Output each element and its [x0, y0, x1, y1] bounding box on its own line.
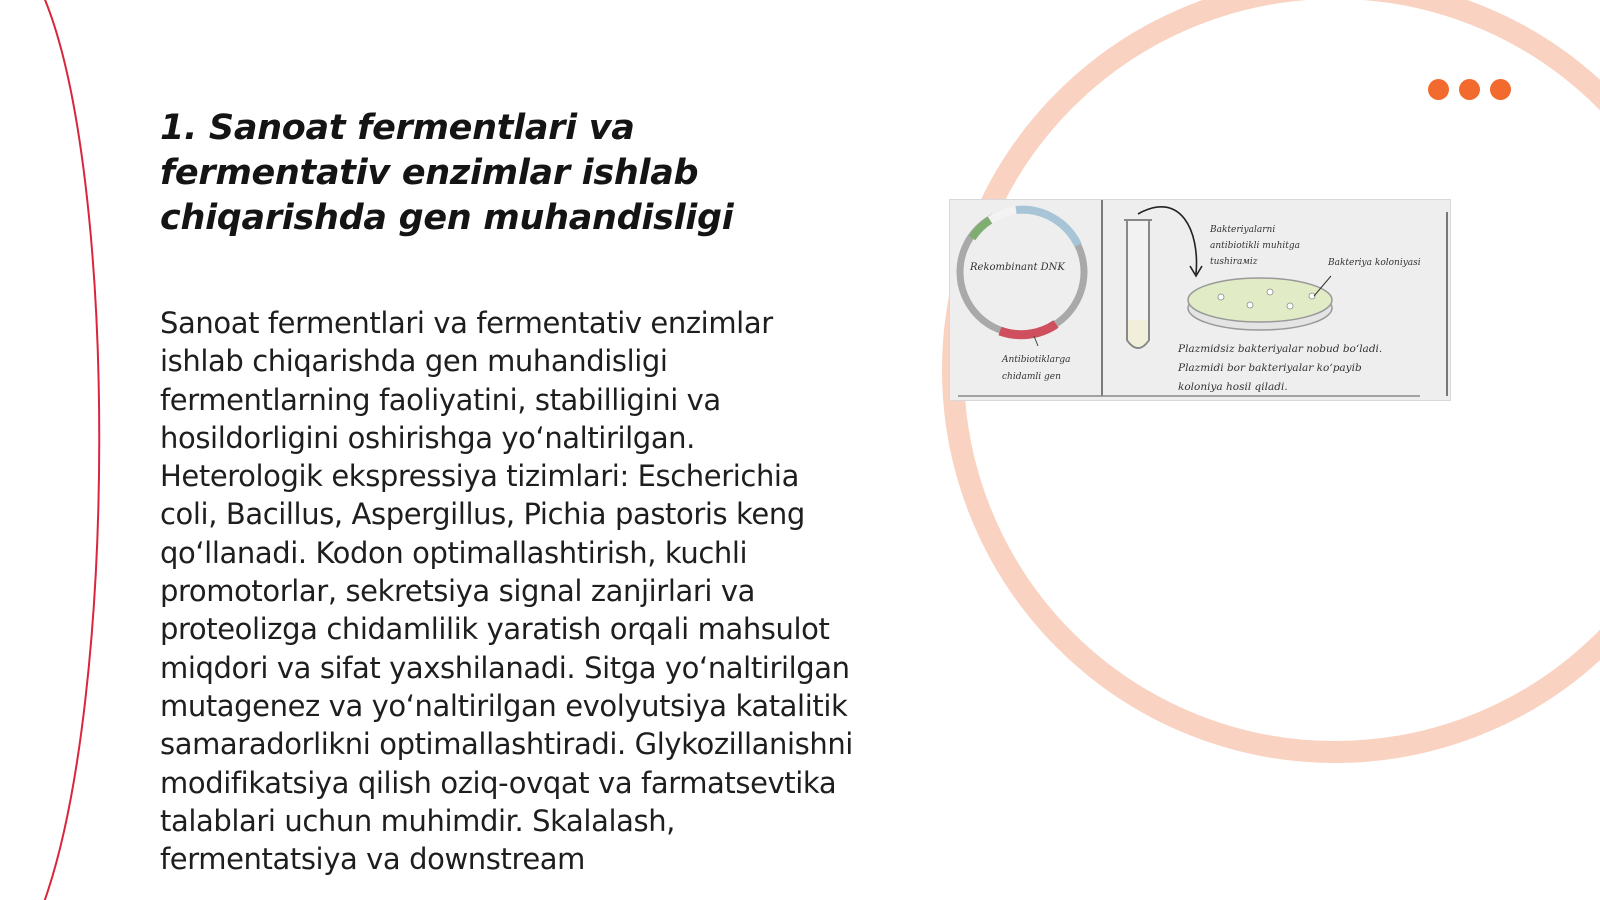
transfer-label-line-3: tushirамiz	[1210, 257, 1258, 267]
result-caption-line-3: koloniya hosil qiladi.	[1178, 381, 1288, 393]
plasmid-label: Rekombinant DNK	[970, 262, 1065, 273]
resistance-gene-label	[1002, 352, 1070, 386]
transfer-label-line-2: antibiotikli muhitga	[1210, 241, 1301, 251]
left-accent-line	[43, 0, 99, 900]
menu-dots-icon	[1428, 79, 1511, 100]
dot-icon	[1490, 79, 1511, 100]
plasmid-diagram-figure	[950, 200, 1450, 400]
resistance-gene-label-line-1: Antibiotiklarga	[1002, 355, 1071, 365]
transfer-label	[1210, 222, 1300, 270]
result-caption-line-1: Plazmidsiz bakteriyalar nobud bo‘ladi.	[1178, 343, 1383, 355]
slide-body-text: Sanoat fermentlari va fermentativ enzimlar ishlab chiqarishda gen muhandisligi fermentlarning faoliyatini, stabilligini va hosildorligini oshirishga yo‘naltirilgan. Heterologik ekspressiya tizimlari: Escherichia coli, Bacillus, Aspergillus, Pichia pastoris keng qo‘llanadi. Kodon optimallashtirish, kuchli promotorlar, sekretsiya signal zanjirlari va proteolizga chidamlilik yaratish orqali mahsulot miqdori va sifat yaxshilanadi. Sitga yo‘naltirilgan mutagenez va yo‘naltirilgan evolyutsiya katalitik samaradorlikni optimallashtiradi. Glykozillanishni modifikatsiya qilish oziq-ovqat va farmatsevtika talablari uchun muhimdir. Skalalash, fermentatsiya va downstream	[160, 306, 853, 877]
result-caption	[1178, 340, 1382, 397]
dot-icon	[1428, 79, 1449, 100]
colony-label: Bakteriya koloniyasi	[1328, 258, 1421, 268]
result-caption-line-2: Plazmidi bor bakteriyalar ko‘payib	[1178, 362, 1362, 374]
transfer-label-line-1: Bakteriyalarni	[1210, 225, 1276, 235]
slide-title: 1. Sanoat fermentlari va fermentativ enzimlar ishlab chiqarishda gen muhandisligi	[160, 108, 734, 238]
dot-icon	[1459, 79, 1480, 100]
resistance-gene-label-line-2: chidamli gen	[1002, 372, 1061, 382]
